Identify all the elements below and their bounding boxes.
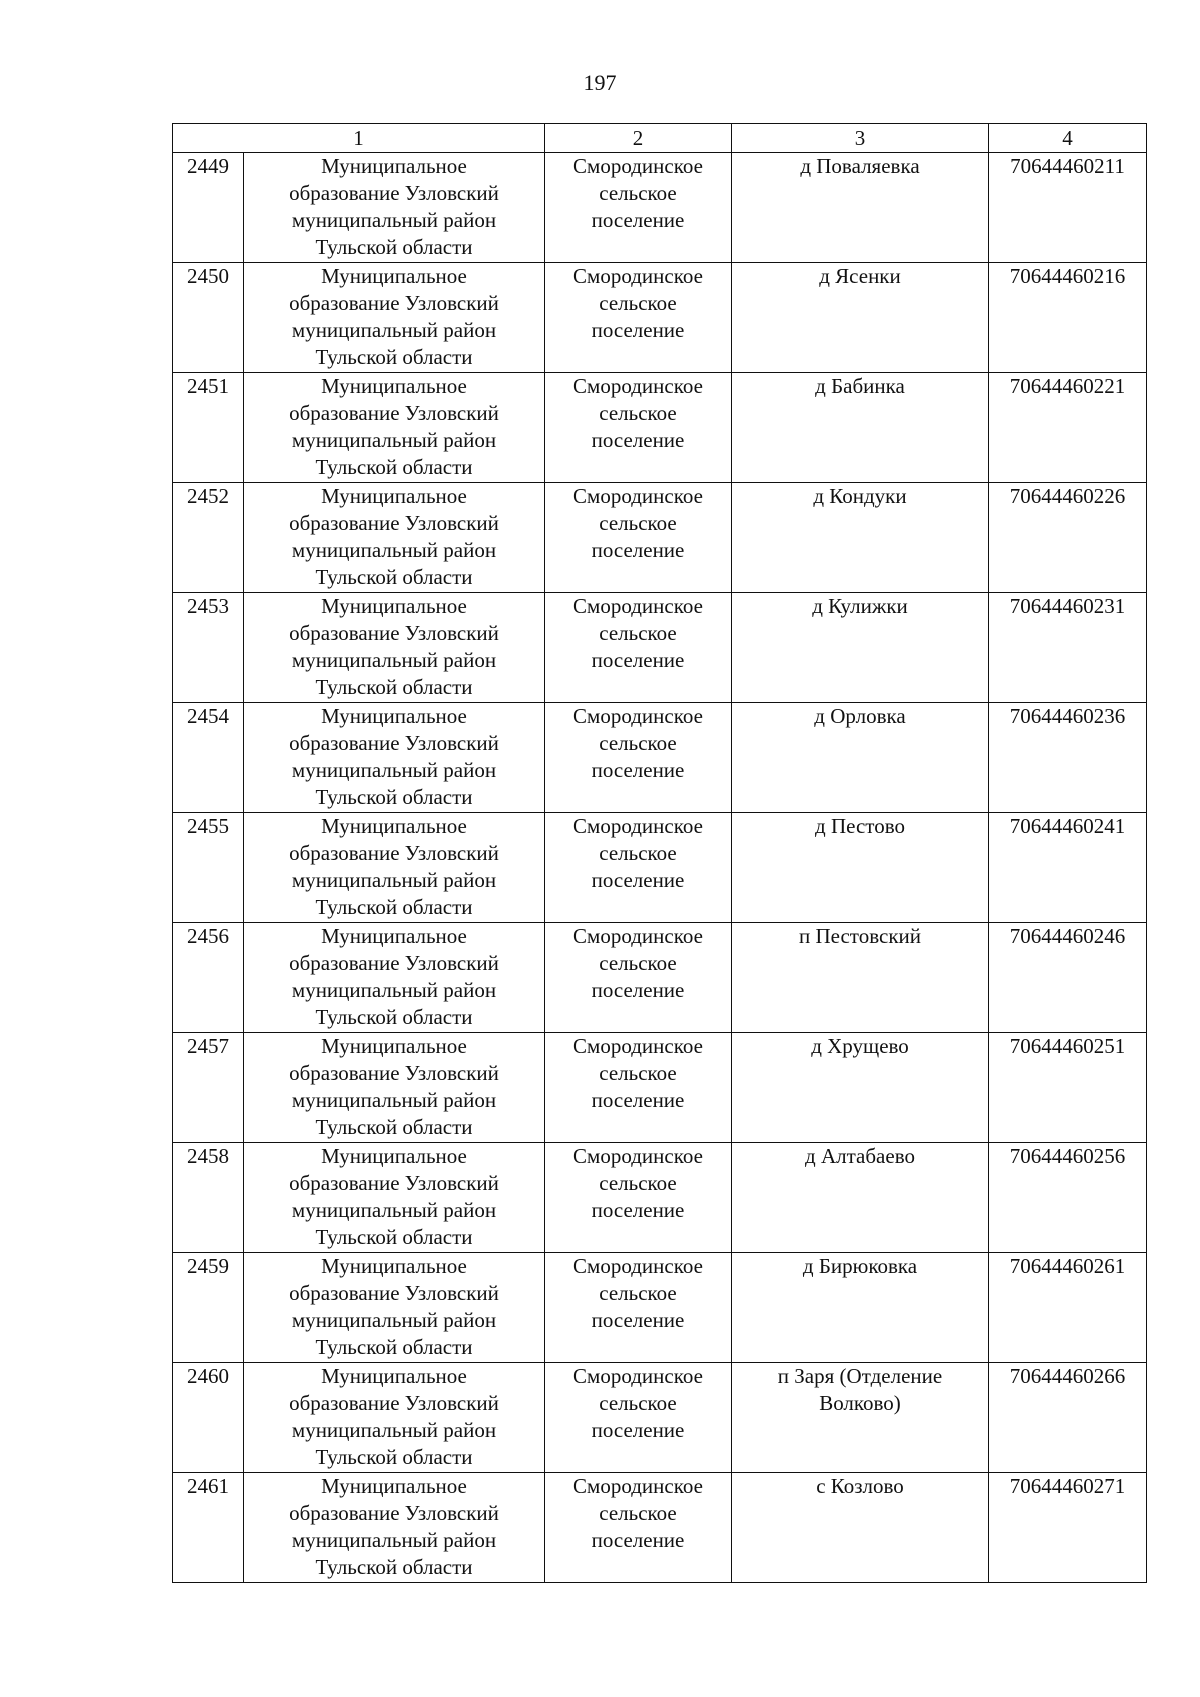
- municipal-formation-line: муниципальный район: [291, 868, 497, 892]
- settlement-line: поселение: [591, 1418, 685, 1442]
- municipal-formation-line: Муниципальное: [321, 1034, 467, 1058]
- page-number: 197: [583, 70, 617, 95]
- municipal-formation-line: Муниципальное: [321, 264, 467, 288]
- locality-cell: [732, 1033, 989, 1143]
- municipal-formation-line: муниципальный район: [291, 1308, 497, 1332]
- settlement-line: сельское: [599, 1171, 677, 1195]
- oktmo-code-cell: 70644460266: [989, 1363, 1147, 1473]
- settlement-cell: [545, 153, 732, 263]
- settlement-line: поселение: [591, 1528, 685, 1552]
- locality-cell: [732, 263, 989, 373]
- municipal-formation-line: образование Узловский: [289, 1061, 499, 1085]
- municipal-formation-line: Тульской области: [315, 565, 473, 589]
- municipal-formation-line: Тульской области: [315, 1115, 473, 1139]
- municipal-formation-cell: [244, 1143, 545, 1253]
- municipal-formation-line: муниципальный район: [291, 758, 497, 782]
- settlement-line: сельское: [599, 731, 677, 755]
- settlement-line: сельское: [599, 291, 677, 315]
- settlement-line: Смородинское: [573, 1254, 703, 1278]
- municipal-formation-cell: [244, 1363, 545, 1473]
- municipal-formation-cell: [244, 1033, 545, 1143]
- table-header-row: [173, 124, 1147, 153]
- table-body: [173, 153, 1147, 1583]
- oktmo-code-cell: 70644460261: [989, 1253, 1147, 1363]
- municipal-formation-line: муниципальный район: [291, 208, 497, 232]
- row-number-cell: 2449: [173, 153, 244, 263]
- locality-cell: [732, 483, 989, 593]
- settlement-cell: [545, 1473, 732, 1583]
- row-number-cell: 2455: [173, 813, 244, 923]
- header-col-2: 2: [545, 124, 732, 153]
- settlement-line: поселение: [591, 428, 685, 452]
- municipal-formation-line: Муниципальное: [321, 1254, 467, 1278]
- locality-cell: [732, 1473, 989, 1583]
- settlement-line: Смородинское: [573, 154, 703, 178]
- locality-cell: [732, 813, 989, 923]
- settlement-line: поселение: [591, 538, 685, 562]
- row-number-cell: 2457: [173, 1033, 244, 1143]
- table-row: [173, 1143, 1147, 1253]
- table-row: [173, 153, 1147, 263]
- municipal-formation-line: Тульской области: [315, 1555, 473, 1579]
- row-number-cell: 2454: [173, 703, 244, 813]
- table-row: [173, 923, 1147, 1033]
- table-row: [173, 813, 1147, 923]
- municipal-formation-line: образование Узловский: [289, 291, 499, 315]
- settlement-line: сельское: [599, 181, 677, 205]
- oktmo-code-cell: 70644460236: [989, 703, 1147, 813]
- settlement-line: сельское: [599, 1501, 677, 1525]
- municipal-formation-line: Муниципальное: [321, 1144, 467, 1168]
- municipal-formation-cell: [244, 153, 545, 263]
- table-row: [173, 483, 1147, 593]
- table-row: [173, 703, 1147, 813]
- settlement-line: Смородинское: [573, 264, 703, 288]
- settlement-line: сельское: [599, 1281, 677, 1305]
- settlement-cell: [545, 373, 732, 483]
- locality-line: д Кулижки: [812, 594, 908, 618]
- municipal-formation-line: Тульской области: [315, 675, 473, 699]
- settlement-line: Смородинское: [573, 704, 703, 728]
- municipal-formation-line: муниципальный район: [291, 978, 497, 1002]
- settlement-line: Смородинское: [573, 1144, 703, 1168]
- locality-line: д Пестово: [815, 814, 905, 838]
- settlement-line: сельское: [599, 621, 677, 645]
- locality-line: д Поваляевка: [800, 154, 920, 178]
- municipal-formation-line: Муниципальное: [321, 1474, 467, 1498]
- settlement-line: сельское: [599, 511, 677, 535]
- settlement-cell: [545, 923, 732, 1033]
- settlement-line: поселение: [591, 1198, 685, 1222]
- municipal-formation-line: Муниципальное: [321, 484, 467, 508]
- header-col-3: 3: [732, 124, 989, 153]
- municipal-formation-line: образование Узловский: [289, 181, 499, 205]
- locality-cell: [732, 593, 989, 703]
- table-row: [173, 1253, 1147, 1363]
- row-number-cell: 2452: [173, 483, 244, 593]
- settlement-line: сельское: [599, 401, 677, 425]
- municipal-formation-line: Муниципальное: [321, 704, 467, 728]
- locality-line: д Алтабаево: [805, 1144, 915, 1168]
- row-number-cell: 2451: [173, 373, 244, 483]
- municipal-formation-line: образование Узловский: [289, 401, 499, 425]
- settlement-line: сельское: [599, 1061, 677, 1085]
- settlement-cell: [545, 703, 732, 813]
- table-row: [173, 593, 1147, 703]
- header-col-1: 1: [173, 124, 545, 153]
- row-number-cell: 2459: [173, 1253, 244, 1363]
- locality-cell: [732, 923, 989, 1033]
- municipal-formation-line: Тульской области: [315, 1005, 473, 1029]
- oktmo-code-cell: 70644460211: [989, 153, 1147, 263]
- table-row: [173, 263, 1147, 373]
- settlement-cell: [545, 483, 732, 593]
- municipal-formation-line: Муниципальное: [321, 1364, 467, 1388]
- municipal-formation-cell: [244, 483, 545, 593]
- oktmo-code-cell: 70644460216: [989, 263, 1147, 373]
- locality-line: д Бабинка: [815, 374, 905, 398]
- settlement-cell: [545, 813, 732, 923]
- settlement-line: поселение: [591, 868, 685, 892]
- table-row: [173, 373, 1147, 483]
- settlement-line: Смородинское: [573, 484, 703, 508]
- municipal-formation-line: Тульской области: [315, 1445, 473, 1469]
- oktmo-code-cell: 70644460246: [989, 923, 1147, 1033]
- locality-line: д Хрущево: [811, 1034, 909, 1058]
- locality-line: д Кондуки: [813, 484, 907, 508]
- oktmo-code-cell: 70644460251: [989, 1033, 1147, 1143]
- municipal-formation-line: образование Узловский: [289, 621, 499, 645]
- oktmo-code-cell: 70644460221: [989, 373, 1147, 483]
- municipal-formation-cell: [244, 813, 545, 923]
- municipal-formation-line: Тульской области: [315, 235, 473, 259]
- settlement-line: Смородинское: [573, 814, 703, 838]
- locality-cell: [732, 1143, 989, 1253]
- municipal-formation-line: образование Узловский: [289, 1281, 499, 1305]
- settlement-line: Смородинское: [573, 1474, 703, 1498]
- municipal-formation-line: образование Узловский: [289, 951, 499, 975]
- municipal-formation-cell: [244, 1473, 545, 1583]
- municipal-formation-line: Муниципальное: [321, 924, 467, 948]
- municipal-formation-line: Тульской области: [315, 895, 473, 919]
- locality-line: д Ясенки: [819, 264, 901, 288]
- municipal-formation-line: образование Узловский: [289, 1391, 499, 1415]
- municipal-formation-line: Муниципальное: [321, 154, 467, 178]
- municipal-formation-cell: [244, 1253, 545, 1363]
- municipal-formation-line: муниципальный район: [291, 1528, 497, 1552]
- locality-cell: [732, 1363, 989, 1473]
- oktmo-code-cell: 70644460241: [989, 813, 1147, 923]
- settlements-table: [172, 123, 1147, 1583]
- table-row: [173, 1473, 1147, 1583]
- row-number-cell: 2458: [173, 1143, 244, 1253]
- oktmo-code-cell: 70644460226: [989, 483, 1147, 593]
- municipal-formation-line: Тульской области: [315, 1335, 473, 1359]
- locality-cell: [732, 373, 989, 483]
- settlement-line: поселение: [591, 1088, 685, 1112]
- settlement-line: Смородинское: [573, 924, 703, 948]
- municipal-formation-line: муниципальный район: [291, 428, 497, 452]
- settlement-line: Смородинское: [573, 594, 703, 618]
- municipal-formation-line: муниципальный район: [291, 538, 497, 562]
- municipal-formation-line: образование Узловский: [289, 731, 499, 755]
- settlement-cell: [545, 263, 732, 373]
- municipal-formation-line: образование Узловский: [289, 841, 499, 865]
- municipal-formation-line: образование Узловский: [289, 1501, 499, 1525]
- settlement-cell: [545, 593, 732, 703]
- settlement-line: поселение: [591, 1308, 685, 1332]
- municipal-formation-line: образование Узловский: [289, 511, 499, 535]
- municipal-formation-line: Тульской области: [315, 345, 473, 369]
- locality-line: п Пестовский: [798, 924, 921, 948]
- locality-cell: [732, 703, 989, 813]
- settlement-cell: [545, 1363, 732, 1473]
- locality-cell: [732, 1253, 989, 1363]
- settlement-line: сельское: [599, 841, 677, 865]
- header-col-4: 4: [989, 124, 1147, 153]
- oktmo-code-cell: 70644460231: [989, 593, 1147, 703]
- oktmo-code-cell: 70644460256: [989, 1143, 1147, 1253]
- municipal-formation-line: муниципальный район: [291, 648, 497, 672]
- municipal-formation-cell: [244, 703, 545, 813]
- municipal-formation-line: Муниципальное: [321, 814, 467, 838]
- table-row: [173, 1033, 1147, 1143]
- locality-line: Волково): [819, 1391, 901, 1415]
- municipal-formation-line: муниципальный район: [291, 1088, 497, 1112]
- municipal-formation-line: образование Узловский: [289, 1171, 499, 1195]
- locality-line: п Заря (Отделение: [777, 1364, 943, 1388]
- row-number-cell: 2450: [173, 263, 244, 373]
- municipal-formation-cell: [244, 593, 545, 703]
- locality-line: с Козлово: [816, 1474, 904, 1498]
- table-row: [173, 1363, 1147, 1473]
- settlement-cell: [545, 1143, 732, 1253]
- settlement-line: поселение: [591, 318, 685, 342]
- settlement-line: поселение: [591, 648, 685, 672]
- settlement-line: сельское: [599, 1391, 677, 1415]
- row-number-cell: 2460: [173, 1363, 244, 1473]
- settlement-cell: [545, 1033, 732, 1143]
- settlement-line: поселение: [591, 978, 685, 1002]
- locality-line: д Бирюковка: [802, 1254, 918, 1278]
- municipal-formation-line: Тульской области: [315, 785, 473, 809]
- municipal-formation-cell: [244, 923, 545, 1033]
- locality-cell: [732, 153, 989, 263]
- row-number-cell: 2453: [173, 593, 244, 703]
- settlement-line: поселение: [591, 208, 685, 232]
- row-number-cell: 2456: [173, 923, 244, 1033]
- settlement-line: сельское: [599, 951, 677, 975]
- settlement-cell: [545, 1253, 732, 1363]
- municipal-formation-line: муниципальный район: [291, 318, 497, 342]
- settlement-line: поселение: [591, 758, 685, 782]
- row-number-cell: 2461: [173, 1473, 244, 1583]
- settlement-line: Смородинское: [573, 1034, 703, 1058]
- municipal-formation-line: Муниципальное: [321, 594, 467, 618]
- municipal-formation-line: муниципальный район: [291, 1418, 497, 1442]
- municipal-formation-cell: [244, 373, 545, 483]
- settlement-line: Смородинское: [573, 374, 703, 398]
- settlement-line: Смородинское: [573, 1364, 703, 1388]
- oktmo-code-cell: 70644460271: [989, 1473, 1147, 1583]
- municipal-formation-line: Муниципальное: [321, 374, 467, 398]
- municipal-formation-cell: [244, 263, 545, 373]
- municipal-formation-line: муниципальный район: [291, 1198, 497, 1222]
- municipal-formation-line: Тульской области: [315, 455, 473, 479]
- municipal-formation-line: Тульской области: [315, 1225, 473, 1249]
- locality-line: д Орловка: [814, 704, 906, 728]
